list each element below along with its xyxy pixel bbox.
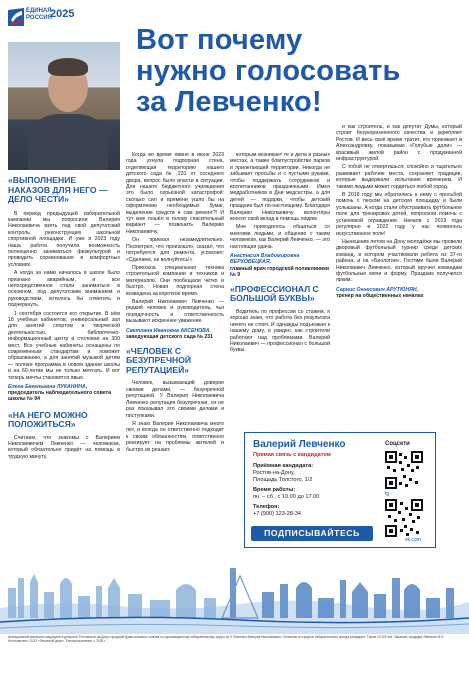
- hours-value: пн. – сб., с 10.00 до 17.00: [253, 494, 320, 500]
- col3-paragraph: Водитель по профессии со стажем, я хорошо знаю, что работа без результата ничего не стоит. И однажды подъезжая к нашему дому, я увидел, как строители работают над проблемами. Валерий Николаевич — профессионал с большой буквы.: [230, 308, 330, 354]
- reception-address-2: Площадь Толстого, 1/2: [253, 477, 313, 483]
- col1-body-2: [8, 435, 120, 461]
- party-logo-icon: [6, 6, 26, 28]
- candidate-photo: [8, 42, 120, 170]
- photo-shirt: [28, 114, 108, 170]
- col2-signature-name: Светлана Ивановна АКСЕНОВА,: [126, 327, 211, 334]
- col2-body: [126, 152, 224, 325]
- col2-paragraph: Валерий Николаевич Левченко — редкий человек и руководитель, чья порядочность и ответственность вызывают искреннее уважение.: [126, 298, 224, 325]
- contact-subtitle: Прямая связь с кандидатом: [253, 452, 331, 458]
- col3-heading-2: «ПРОФЕССИОНАЛ С БОЛЬШОЙ БУКВЫ»: [230, 283, 319, 304]
- col3-signature-position: главный врач городской поликлиники № 9: [230, 265, 330, 278]
- social-label: Соцсети: [385, 441, 410, 447]
- party-name: [26, 8, 52, 22]
- headline-line-1: Вот почему: [136, 24, 303, 56]
- col1-heading-2: «НА НЕГО МОЖНО ПОЛОЖИТЬСЯ»: [8, 409, 88, 430]
- column-2: [126, 152, 224, 455]
- col1-paragraph: 1 сентября состоится его открытие. В нём 18 учебных кабинетов, универсальный зал для занятий спортом и творческой деятельностью, библиотечно-информационный центр и столовая на 300 мест. Все учебные кабинеты оснащены по современным стандартам и поможет образованию, а для занятий музыкой детям — полная программа в новом здании школы и на 60-летие мы не только мечтать. И вот теперь мечты становятся явью.: [8, 310, 120, 381]
- col4-paragraph: В 2018 году мы обратились к нему с просьбой помочь с песком на детскую площадку и были услышаны. А когда стали обустраивать футбольное поле для тренировок детей, попросили помочь с установкой ограждения. Начали с 2019 года регулярно в 2022 году у нас появилось искусственное поле!: [336, 192, 462, 237]
- column-1: [8, 176, 120, 462]
- city-skyline-illustration: [0, 548, 469, 636]
- hours-label: Время работы:: [253, 487, 296, 493]
- qr-code-telegram-icon[interactable]: [385, 451, 423, 489]
- social-vk-label: vk.com: [405, 537, 421, 543]
- col1-paragraph: А когда за нами началось в школе было признано аварийным, и все непосредственное стали заниматься в основном, под депутатским вниманием и руководством, хотелось бы отметить и подчеркнуть.: [8, 270, 120, 309]
- col4-paragraph: и как строитель, и как депутат Думы, который строит безукоризненного качества и укрепляет Ростов. И весь своё время тратит, кто приезжает в Александровку, показываю «Голубые дали» — красивый жилой район с продуманной инфраструктурой.: [336, 124, 462, 163]
- footer: [0, 634, 469, 681]
- headline-line-3: за Левченко!: [136, 86, 322, 118]
- col4-body: [336, 124, 462, 284]
- col3-body-2: [230, 309, 330, 354]
- col4-signature-name: Сарнис Огнесович АРУТЮНЯН,: [336, 286, 419, 293]
- headline-line-2: нужно голосовать: [136, 55, 401, 87]
- col2-paragraph: Он приехал незамедлительно. Посмотрел, что произошло, сказал, что потребуется для ремонта, успокоил: «Сделаем, не волнуйтесь!»: [126, 237, 224, 263]
- col3-paragraph: Мне приходилось общаться со многими людьми, и общение с таким человеком, как Валерий Левченко, — это настоящая удача.: [230, 224, 330, 250]
- campaign-year: 2025: [50, 8, 75, 20]
- party-line-1: ЕДИНАЯ: [26, 8, 52, 14]
- col1-paragraph: В период предыдущей избирательной кампании мы попросили Валерия Николаевича взять под свой депутатский контроль реконструкцию школьной спортивной площадки. И уже в 2023 году наша работа получила возможность полноценно заниматься физкультурой и проводить соревнования в комфортных условиях.: [8, 210, 120, 268]
- col2-heading-2: «ЧЕЛОВЕК С БЕЗУПРЕЧНОЙ РЕПУТАЦИЕЙ»: [126, 345, 192, 375]
- reception-label: Приёмная кандидата:: [253, 463, 314, 469]
- col1-signature-position: председатель наблюдательного совета школы № 94: [8, 390, 111, 403]
- contact-details: [253, 463, 369, 518]
- party-line-2: РОССИЯ: [26, 15, 52, 21]
- column-3: [230, 152, 330, 356]
- col3-body: [230, 152, 330, 250]
- photo-hair: [48, 58, 88, 76]
- footer-legal-text: Агитационный материал кандидата в депутаты Ростовской-на-Дону городской Думы восьмого созыва по одномандатному избирательному округу № 9 Левченко Валерия Николаевича. Оплачено из средств избирательного фонда кандидата. Тираж 10 000 экз. Заказчик: кандидат Левченко В.Н. Изготовитель: ООО «Печатный двор». Распространение: с 2025 г.: [8, 635, 445, 643]
- col2-paragraph: Когда во время ливня в июне 2023 года ухнула подпорная стена, отделяющая территорию нашего детского сада № 231 от соседнего двора, вопрос было власти в ситуации. Для нашего бюджетного учреждения это было серьёзной катастрофой: сколько сил и времени ушло бы на оформление необходимых бумаг, выделение средств и сам ремонт?! И тут мне пошёл в голову спасительный вариант — позвонить Валерию Николаевичу.: [126, 152, 224, 235]
- subscribe-label: ПОДПИСЫВАЙТЕСЬ: [264, 528, 360, 538]
- col2-signature-position: заведующая детского сада № 231: [126, 333, 214, 340]
- col2-paragraph: Приехала специальная техника строительной компании и техников и материалов. Они пообещали чётко и быстро. Новая подпорная стена возведена за короткое время.: [126, 264, 224, 297]
- col2-paragraph: Человек, вызывающий доверие своими делами, — безупречной репутацией. У Валерия Николаевича Левченко репутация безупречная, он не раз показывал это своими делами и поступками.: [126, 380, 224, 419]
- col1-signature-name: Елена Евгеньевна ЛУКАНИНА,: [8, 384, 88, 391]
- subscribe-banner[interactable]: [251, 526, 373, 541]
- col3-paragraph: которым возникает те и дела в разных местах, а также благоустройстве парков и прилегающей территории. Никогда не забывает просьбы и с пустыми руками, чтобы поддержать сотрудников и воспитанников праздничными. Имея медработников в Дни медсестры, а для детей — подарки, чтобы детский праздник был по-настоящему. Благодаря Валерию Николаевичу волонтёры вносят свой вклад в помощь людям.: [230, 152, 330, 223]
- column-4: [336, 124, 462, 299]
- contact-candidate-name: Валерий Левченко: [253, 439, 346, 450]
- col1-paragraph: Считаем, что знакомы с Валерием Николаевичем Левченко — человеком, который обязательно придёт на помощь в трудную минуту.: [8, 434, 120, 460]
- col2-paragraph: Я знаю Валерия Николаевича много лет, и всегда он ответственно подходит к своим обязанностям, ответственно реагирует на проблемы жителей и быстро их решает.: [126, 420, 224, 453]
- col4-paragraph: Нынешним летом на Дону молодёжи мы провели дворовый футбольный турнир среди детских команд, в котором участвовали ребята из 37-го района, и на «Биологии». Гостями были Валерий Николаевич Левченко, который вручил командам футбольные мячи и форму. Праздник получился ярким.: [336, 238, 462, 284]
- col4-paragraph: С тобой не отвертишься: спокойно и тщательно развивает рабочие места, сохраняет традиции, которые выдержали испытание временем. И такими людьми может гордиться любой город.: [336, 164, 462, 190]
- col4-signature-position: тренер на общественных началах: [336, 292, 424, 299]
- col3-signature-name: Анастасия Владимировна ВЕРХОВЕЦКАЯ,: [230, 253, 300, 266]
- qr-code-vk-icon[interactable]: [385, 499, 423, 537]
- social-telegram-label: tg: [385, 491, 390, 497]
- headline: [136, 25, 466, 118]
- contact-box: [244, 432, 436, 548]
- phone-value: +7 (900) 123-28-34: [253, 511, 302, 517]
- col2-body-2: [126, 380, 224, 452]
- col1-heading: «ВЫПОЛНЕНИЕ НАКАЗОВ ДЛЯ НЕГО — ДЕЛО ЧЕСТИ»: [8, 175, 108, 204]
- reception-address-1: Ростов-на-Дону,: [253, 470, 295, 476]
- phone-label: Телефон:: [253, 504, 280, 510]
- col1-body: [8, 211, 120, 382]
